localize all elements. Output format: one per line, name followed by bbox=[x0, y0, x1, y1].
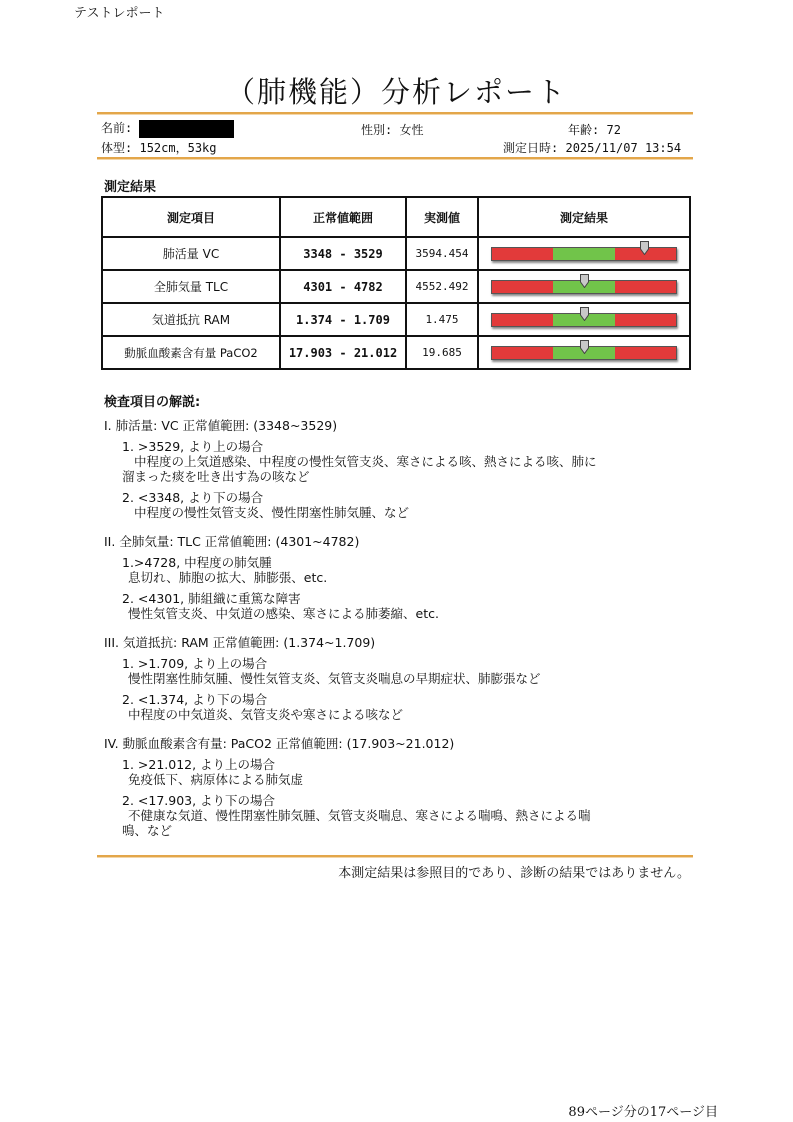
title-divider bbox=[97, 112, 693, 115]
item-name: 気道抵抗 RAM bbox=[102, 303, 280, 336]
case-text: 慢性閉塞性肺気腫、慢性気管支炎、気管支炎喘息の早期症状、肺膨張など bbox=[128, 671, 541, 686]
table-row bbox=[102, 303, 690, 336]
section-title: III. 気道抵抗: RAM 正常値範囲: (1.374~1.709) bbox=[104, 635, 376, 650]
case-title: 1. >3529, より上の場合 bbox=[122, 439, 264, 454]
section-title: I. 肺活量: VC 正常値範囲: (3348~3529) bbox=[104, 418, 338, 433]
table-row bbox=[102, 336, 690, 369]
case-title: 2. <17.903, より下の場合 bbox=[122, 793, 276, 808]
body-value: 152cm，53kg bbox=[139, 141, 217, 155]
date-label: 測定日時: bbox=[503, 141, 559, 155]
gauge-low-segment bbox=[492, 347, 553, 359]
case-text: 鳴、など bbox=[122, 823, 173, 838]
case-title: 2. <4301, 肺組織に重篤な障害 bbox=[122, 591, 301, 606]
info-divider bbox=[97, 157, 693, 160]
age-label: 年齢: bbox=[568, 123, 600, 137]
result-gauge bbox=[491, 346, 677, 360]
gauge-marker-icon bbox=[580, 307, 589, 321]
name-label: 名前: bbox=[101, 121, 133, 135]
result-cell bbox=[478, 336, 690, 369]
patient-sex bbox=[361, 121, 423, 138]
age-value: 72 bbox=[606, 123, 621, 137]
col-result: 測定結果 bbox=[478, 197, 690, 237]
sex-label: 性別: bbox=[361, 123, 393, 137]
case-text: 不健康な気道、慢性閉塞性肺気腫、気管支炎喘息、寒さによる喘鳴、熱さによる喘 bbox=[128, 808, 591, 823]
result-gauge bbox=[491, 280, 677, 294]
measured-value: 4552.492 bbox=[406, 270, 478, 303]
case-title: 2. <3348, より下の場合 bbox=[122, 490, 264, 505]
measurement-date bbox=[503, 139, 681, 156]
measured-value: 3594.454 bbox=[406, 237, 478, 270]
gauge-marker-icon bbox=[580, 274, 589, 288]
case-text: 中程度の中気道炎、気管支炎や寒さによる咳など bbox=[128, 707, 404, 722]
patient-body bbox=[101, 139, 217, 156]
footer-divider bbox=[97, 855, 693, 858]
date-value: 2025/11/07 13:54 bbox=[565, 141, 682, 155]
item-name: 全肺気量 TLC bbox=[102, 270, 280, 303]
gauge-low-segment bbox=[492, 314, 553, 326]
gauge-high-segment bbox=[615, 281, 676, 293]
redacted-name bbox=[139, 120, 234, 138]
patient-name bbox=[101, 119, 234, 138]
gauge-normal-segment bbox=[553, 248, 616, 260]
result-cell bbox=[478, 237, 690, 270]
case-title: 2. <1.374, より下の場合 bbox=[122, 692, 268, 707]
case-text: 息切れ、肺胞の拡大、肺膨張、etc. bbox=[128, 570, 328, 585]
normal-range: 17.903 - 21.012 bbox=[280, 336, 406, 369]
case-text: 免疫低下、病原体による肺気虚 bbox=[128, 772, 304, 787]
section-title: IV. 動脈血酸素含有量: PaCO2 正常値範囲: (17.903~21.012) bbox=[104, 736, 455, 751]
normal-range: 1.374 - 1.709 bbox=[280, 303, 406, 336]
table-row bbox=[102, 237, 690, 270]
measured-value: 19.685 bbox=[406, 336, 478, 369]
explanation-body bbox=[104, 418, 597, 838]
case-text: 慢性気管支炎、中気道の感染、寒さによる肺萎縮、etc. bbox=[128, 606, 439, 621]
gauge-marker-icon bbox=[580, 340, 589, 354]
normal-range: 4301 - 4782 bbox=[280, 270, 406, 303]
document-header-label: テストレポート bbox=[74, 6, 165, 21]
result-gauge bbox=[491, 247, 677, 261]
normal-range: 3348 - 3529 bbox=[280, 237, 406, 270]
results-heading: 測定結果 bbox=[104, 180, 157, 195]
gauge-low-segment bbox=[492, 281, 553, 293]
patient-age bbox=[568, 121, 621, 138]
results-table bbox=[101, 196, 691, 370]
case-title: 1.>4728, 中程度の肺気腫 bbox=[122, 555, 272, 570]
case-text: 中程度の上気道感染、中程度の慢性気管支炎、寒さによる咳、熱さによる咳、肺に bbox=[134, 454, 597, 469]
case-text: 中程度の慢性気管支炎、慢性閉塞性肺気腫、など bbox=[134, 505, 410, 520]
result-cell bbox=[478, 270, 690, 303]
report-title: （肺機能）分析レポート bbox=[225, 75, 567, 109]
section-title: II. 全肺気量: TLC 正常値範囲: (4301~4782) bbox=[104, 534, 360, 549]
gauge-high-segment bbox=[615, 347, 676, 359]
page-indicator: 89ページ分の17ページ目 bbox=[568, 1105, 718, 1120]
col-value: 実測値 bbox=[406, 197, 478, 237]
sex-value: 女性 bbox=[399, 123, 424, 137]
col-range: 正常値範囲 bbox=[280, 197, 406, 237]
col-item: 測定項目 bbox=[102, 197, 280, 237]
result-cell bbox=[478, 303, 690, 336]
case-title: 1. >1.709, より上の場合 bbox=[122, 656, 268, 671]
gauge-low-segment bbox=[492, 248, 553, 260]
item-name: 動脈血酸素含有量 PaCO2 bbox=[102, 336, 280, 369]
explanation-heading: 検査項目の解説: bbox=[104, 395, 201, 410]
results-header-row bbox=[102, 197, 690, 237]
table-row bbox=[102, 270, 690, 303]
measured-value: 1.475 bbox=[406, 303, 478, 336]
case-text: 溜まった痰を吐き出す為の咳など bbox=[122, 469, 310, 484]
item-name: 肺活量 VC bbox=[102, 237, 280, 270]
disclaimer-text: 本測定結果は参照目的であり、診断の結果ではありません。 bbox=[338, 866, 690, 881]
case-title: 1. >21.012, より上の場合 bbox=[122, 757, 276, 772]
body-label: 体型: bbox=[101, 141, 133, 155]
gauge-marker-icon bbox=[640, 241, 649, 255]
result-gauge bbox=[491, 313, 677, 327]
gauge-high-segment bbox=[615, 314, 676, 326]
